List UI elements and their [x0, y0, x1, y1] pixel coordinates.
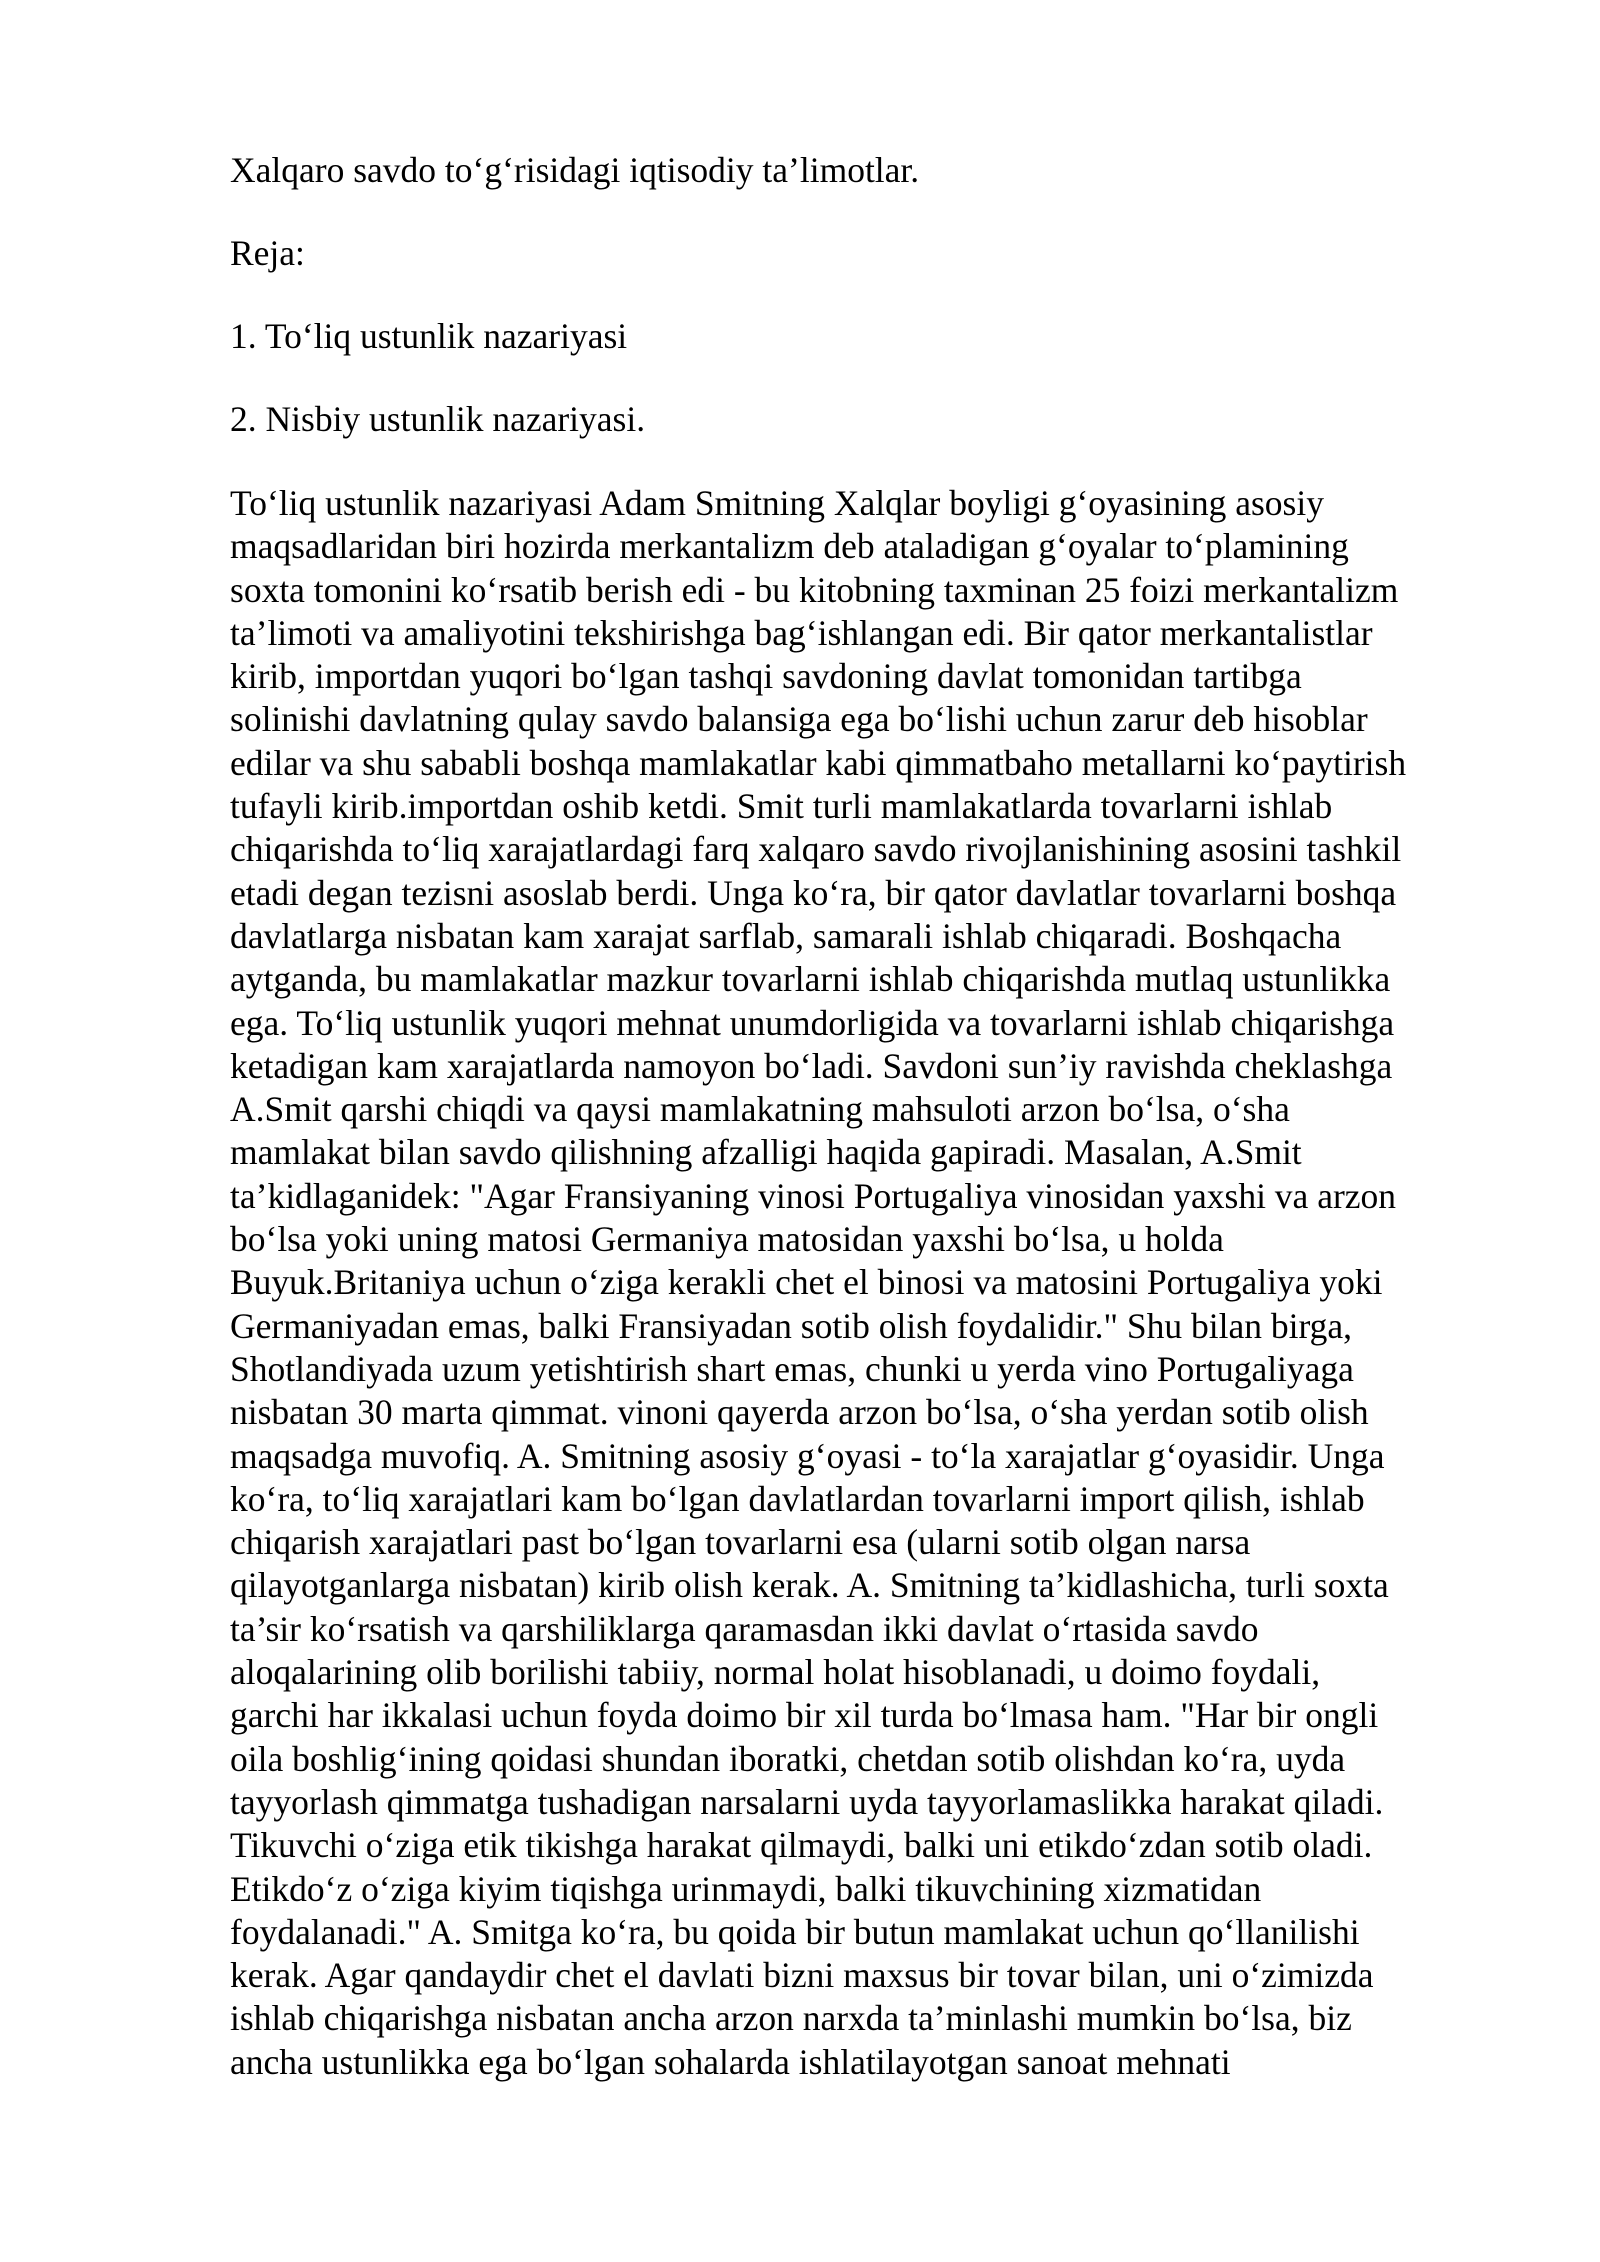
body-line: foydalanadi." A. Smitga ko‘ra, bu qoida bir butun mamlakat uchun qo‘llanilishi: [230, 1911, 1360, 1952]
body-line: ishlab chiqarishga nisbatan ancha arzon narxda ta’minlashi mumkin bo‘lsa, biz: [230, 1998, 1352, 2039]
body-line: chiqarish xarajatlari past bo‘lgan tovarlarni esa (ularni sotib olgan narsa: [230, 1522, 1251, 1563]
body-line: Germaniyadan emas, balki Fransiyadan sotib olish foydalidir." Shu bilan birga,: [230, 1305, 1353, 1346]
body-line: etadi degan tezisni asoslab berdi. Unga ko‘ra, bir qator davlatlar tovarlarni boshqa: [230, 872, 1397, 913]
body-line: qilayotganlarga nisbatan) kirib olish kerak. A. Smitning ta’kidlashicha, turli soxta: [230, 1565, 1389, 1606]
body-line: tufayli kirib.importdan oshib ketdi. Smit turli mamlakatlarda tovarlarni ishlab: [230, 786, 1333, 827]
body-line: Tikuvchi o‘ziga etik tikishga harakat qilmaydi, balki uni etikdo‘zdan sotib oladi.: [230, 1825, 1373, 1866]
body-line: ta’sir ko‘rsatish va qarshiliklarga qaramasdan ikki davlat o‘rtasida savdo: [230, 1608, 1259, 1649]
body-line: soxta tomonini ko‘rsatib berish edi - bu kitobning taxminan 25 foizi merkantalizm: [230, 569, 1399, 610]
body-line: To‘liq ustunlik nazariyasi Adam Smitning Xalqlar boyligi g‘oyasining asosiy: [230, 483, 1324, 523]
body-line: tayyorlash qimmatga tushadigan narsalarni uyda tayyorlamaslikka harakat qiladi.: [230, 1781, 1384, 1822]
body-line: mamlakat bilan savdo qilishning afzalligi haqida gapiradi. Masalan, A.Smit: [230, 1132, 1302, 1173]
body-line: ketadigan kam xarajatlarda namoyon bo‘ladi. Savdoni sun’iy ravishda cheklashga: [230, 1045, 1393, 1086]
body-line: kirib, importdan yuqori bo‘lgan tashqi savdoning davlat tomonidan tartibga: [230, 656, 1302, 697]
body-line: Etikdo‘z o‘ziga kiyim tiqishga urinmaydi, balki tikuvchining xizmatidan: [230, 1868, 1262, 1909]
body-line: edilar va shu sababli boshqa mamlakatlar kabi qimmatbaho metallarni ko‘paytirish: [230, 742, 1407, 783]
plan-label: Reja:: [230, 233, 305, 273]
body-line: bo‘lsa yoki uning matosi Germaniya matosidan yaxshi bo‘lsa, u holda: [230, 1219, 1224, 1260]
body-line: ko‘ra, to‘liq xarajatlari kam bo‘lgan davlatlardan tovarlarni import qilish, ishlab: [230, 1478, 1365, 1519]
body-line: solinishi davlatning qulay savdo balansiga ega bo‘lishi uchun zarur deb hisoblar: [230, 699, 1368, 740]
body-line: ega. To‘liq ustunlik yuqori mehnat unumdorligida va tovarlarni ishlab chiqarishga: [230, 1002, 1395, 1043]
body-line: maqsadga muvofiq. A. Smitning asosiy g‘oyasi - to‘la xarajatlar g‘oyasidir. Unga: [230, 1435, 1385, 1476]
body-line: chiqarishda to‘liq xarajatlardagi farq xalqaro savdo rivojlanishining asosini tashkil: [230, 829, 1402, 870]
body-line: davlatlarga nisbatan kam xarajat sarflab, samarali ishlab chiqaradi. Boshqacha: [230, 915, 1342, 956]
body-line: Shotlandiyada uzum yetishtirish shart emas, chunki u yerda vino Portugaliyaga: [230, 1348, 1354, 1389]
document-title: Xalqaro savdo to‘g‘risidagi iqtisodiy ta’limotlar.: [230, 150, 920, 190]
body-line: oila boshlig‘ining qoidasi shundan iboratki, chetdan sotib olishdan ko‘ra, uyda: [230, 1738, 1346, 1779]
body-line: ta’kidlaganidek: "Agar Fransiyaning vinosi Portugaliya vinosidan yaxshi va arzon: [230, 1175, 1397, 1216]
body-line: Buyuk.Britaniya uchun o‘ziga kerakli chet el binosi va matosini Portugaliya yoki: [230, 1262, 1383, 1303]
body-line: ancha ustunlikka ega bo‘lgan sohalarda ishlatilayotgan sanoat mehnati: [230, 2041, 1231, 2082]
body-line: aytganda, bu mamlakatlar mazkur tovarlarni ishlab chiqarishda mutlaq ustunlikka: [230, 959, 1391, 1000]
body-line: aloqalarining olib borilishi tabiiy, normal holat hisoblanadi, u doimo foydali,: [230, 1652, 1321, 1693]
plan-item: 2. Nisbiy ustunlik nazariyasi.: [230, 399, 646, 439]
body-line: nisbatan 30 marta qimmat. vinoni qayerda arzon bo‘lsa, o‘sha yerdan sotib olish: [230, 1392, 1369, 1433]
body-line: kerak. Agar qandaydir chet el davlati bizni maxsus bir tovar bilan, uni o‘zimizda: [230, 1955, 1374, 1996]
body-line: maqsadlaridan biri hozirda merkantalizm deb ataladigan g‘oyalar to‘plamining: [230, 526, 1349, 567]
plan-item: 1. To‘liq ustunlik nazariyasi: [230, 316, 628, 356]
body-paragraph: [230, 482, 1490, 2084]
body-line: ta’limoti va amaliyotini tekshirishga bag‘ishlangan edi. Bir qator merkantalistlar: [230, 612, 1373, 653]
document-page: [230, 150, 1490, 2084]
body-line: garchi har ikkalasi uchun foyda doimo bir xil turda bo‘lmasa ham. "Har bir ongli: [230, 1695, 1379, 1736]
body-line: A.Smit qarshi chiqdi va qaysi mamlakatning mahsuloti arzon bo‘lsa, o‘sha: [230, 1089, 1290, 1130]
